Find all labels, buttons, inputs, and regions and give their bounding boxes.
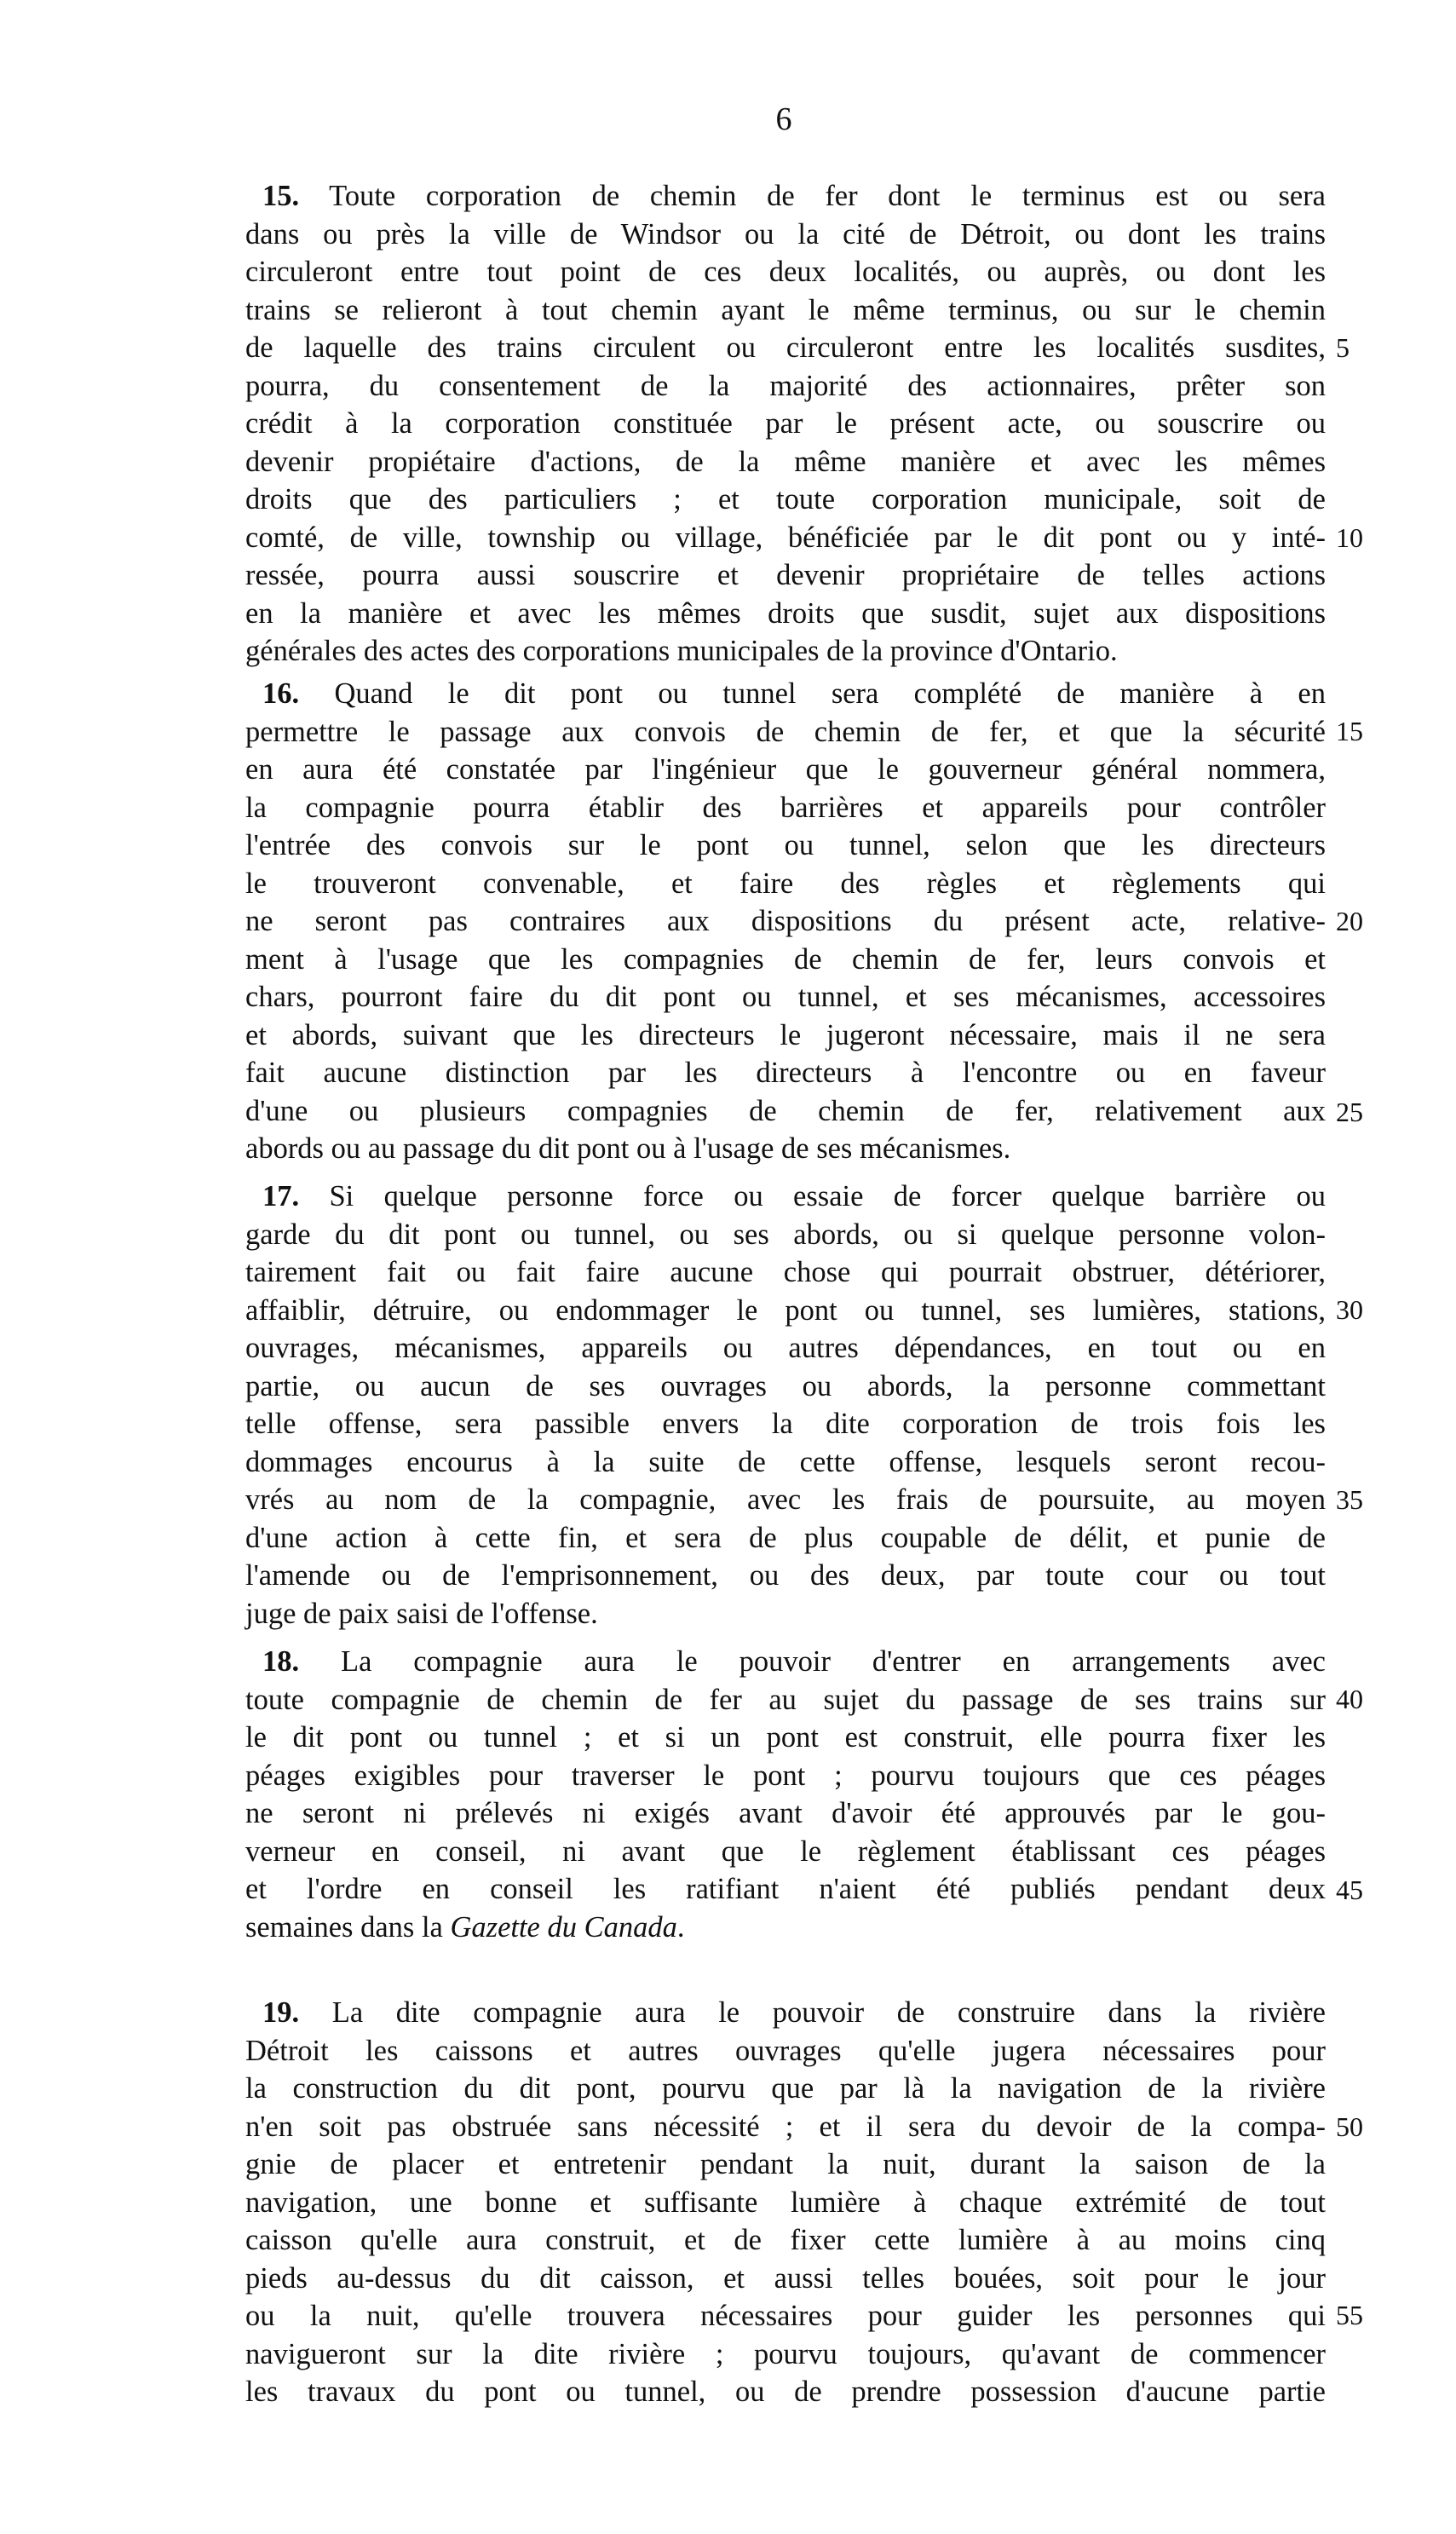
section-17 — [245, 1178, 1326, 1633]
text-line: dommages encourus à la suite de cette offense, lesquels seront recou- — [245, 1445, 1326, 1478]
text-line: ne seront pas contraires aux dispositions du présent acte, relative- — [245, 905, 1326, 937]
text-line: ou la nuit, qu'elle trouvera nécessaires pour guider les personnes qui — [245, 2300, 1326, 2332]
text-line: fait aucune distinction par les directeurs à l'encontre ou en faveur — [245, 1057, 1326, 1089]
text-line: telle offense, sera passible envers la dite corporation de trois fois les — [245, 1408, 1326, 1440]
section-number: 16. — [262, 677, 300, 710]
text-line: abords ou au passage du dit pont ou à l'usage de ses mécanismes. — [245, 1132, 1011, 1165]
text-line: gnie de placer et entretenir pendant la nuit, durant la saison de la — [245, 2148, 1326, 2180]
section-number: 15. — [262, 180, 300, 212]
text-line: semaines dans la Gazette du Canada. — [245, 1910, 685, 1944]
margin-line-number: 55 — [1336, 2300, 1363, 2330]
text-line: d'une ou plusieurs compagnies de chemin de fer, relativement aux — [245, 1094, 1326, 1127]
text-line: l'amende ou de l'emprisonnement, ou des deux, par toute cour ou tout — [245, 1559, 1326, 1592]
margin-line-number: 25 — [1336, 1097, 1363, 1127]
text-line: la construction du dit pont, pourvu que par là la navigation de la rivière — [245, 2072, 1326, 2105]
page-number: 6 — [775, 101, 792, 137]
text-line: ressée, pourra aussi souscrire et devenir propriétaire de telles actions — [245, 559, 1326, 591]
text-line: générales des actes des corporations municipales de la province d'Ontario. — [245, 635, 1118, 667]
section-number: 18. — [262, 1645, 300, 1678]
section-first-line: 18. La compagnie aura le pouvoir d'entrer en arrangements avec — [262, 1645, 1326, 1678]
margin-line-number: 50 — [1336, 2111, 1363, 2142]
text-line: droits que des particuliers ; et toute corporation municipale, soit de — [245, 483, 1326, 515]
text-line: comté, de ville, township ou village, bénéficiée par le dit pont ou y inté- — [245, 521, 1326, 554]
text-line: n'en soit pas obstruée sans nécessité ; et il sera du devoir de la compa- — [245, 2110, 1326, 2143]
section-first-line: 16. Quand le dit pont ou tunnel sera complété de manière à en — [262, 677, 1326, 710]
text-line: l'entrée des convois sur le pont ou tunnel, selon que les directeurs — [245, 829, 1326, 861]
text-line: dans ou près la ville de Windsor ou la cité de Détroit, ou dont les trains — [245, 217, 1326, 251]
text-line: et l'ordre en conseil les ratifiant n'aient été publiés pendant deux — [245, 1873, 1326, 1905]
text-line: navigueront sur la dite rivière ; pourvu toujours, qu'avant de commencer — [245, 2337, 1326, 2370]
text-line: en aura été constatée par l'ingénieur que le gouverneur général nommera, — [245, 753, 1326, 786]
text-line: verneur en conseil, ni avant que le règlement établissant ces péages — [245, 1834, 1326, 1868]
section-first-line: 15. Toute corporation de chemin de fer dont le terminus est ou sera — [262, 180, 1326, 212]
margin-line-number: 10 — [1336, 522, 1363, 553]
text-line: ne seront ni prélevés ni exigés avant d'avoir été approuvés par le gou- — [245, 1797, 1326, 1829]
text-line: le dit pont ou tunnel ; et si un pont est construit, elle pourra fixer les — [245, 1721, 1326, 1754]
text-line: de laquelle des trains circulent ou circuleront entre les localités susdites, — [245, 331, 1326, 364]
text-line: ment à l'usage que les compagnies de chemin de fer, leurs convois et — [245, 942, 1326, 976]
text-line: chars, pourront faire du dit pont ou tunnel, et ses mécanismes, accessoires — [245, 981, 1326, 1013]
text-line: navigation, une bonne et suffisante lumière à chaque extrémité de tout — [245, 2186, 1326, 2219]
margin-line-number: 20 — [1336, 906, 1363, 936]
section-number: 19. — [262, 1996, 300, 2029]
text-line: Détroit les caissons et autres ouvrages qu'elle jugera nécessaires pour — [245, 2034, 1326, 2067]
text-line: devenir propiétaire d'actions, de la même manière et avec les mêmes — [245, 445, 1326, 478]
gazette-title: Gazette du Canada — [450, 1910, 677, 1944]
section-first-line: 17. Si quelque personne force ou essaie de forcer quelque barrière ou — [262, 1180, 1326, 1212]
text-line: trains se relieront à tout chemin ayant le même terminus, ou sur le chemin — [245, 293, 1326, 326]
margin-line-number: 15 — [1336, 716, 1363, 746]
text-line: ouvrages, mécanismes, appareils ou autres dépendances, en tout ou en — [245, 1332, 1326, 1364]
text-line: permettre le passage aux convois de chemin de fer, et que la sécurité — [245, 715, 1326, 748]
text-line: crédit à la corporation constituée par le présent acte, ou souscrire ou — [245, 407, 1326, 440]
text-line: affaiblir, détruire, ou endommager le pont ou tunnel, ses lumières, stations, — [245, 1293, 1326, 1327]
section-18 — [245, 1643, 1326, 1946]
text-line: toute compagnie de chemin de fer au sujet du passage de ses trains sur — [245, 1683, 1326, 1716]
text-line: les travaux du pont ou tunnel, ou de prendre possession d'aucune partie — [245, 2376, 1326, 2408]
text-line: en la manière et avec les mêmes droits que susdit, sujet aux dispositions — [245, 596, 1326, 630]
section-19 — [245, 1994, 1326, 2411]
section-16 — [245, 675, 1326, 1168]
margin-line-number: 45 — [1336, 1875, 1363, 1905]
margin-line-number: 5 — [1336, 332, 1350, 363]
text-line: vrés au nom de la compagnie, avec les frais de poursuite, au moyen — [245, 1483, 1326, 1516]
text-line: tairement fait ou fait faire aucune chose qui pourrait obstruer, détériorer, — [245, 1256, 1326, 1288]
text-line: péages exigibles pour traverser le pont ; pourvu toujours que ces péages — [245, 1759, 1326, 1792]
text-line: juge de paix saisi de l'offense. — [245, 1597, 598, 1630]
text-line: et abords, suivant que les directeurs le jugeront nécessaire, mais il ne sera — [245, 1018, 1326, 1051]
text-line: la compagnie pourra établir des barrières et appareils pour contrôler — [245, 791, 1326, 824]
text-line: pieds au-dessus du dit caisson, et aussi telles bouées, soit pour le jour — [245, 2261, 1326, 2295]
margin-line-number: 35 — [1336, 1484, 1363, 1515]
section-15 — [245, 177, 1326, 671]
text-line: circuleront entre tout point de ces deux localités, ou auprès, ou dont les — [245, 256, 1326, 288]
text-line: pourra, du consentement de la majorité des actionnaires, prêter son — [245, 369, 1326, 402]
text-line: caisson qu'elle aura construit, et de fixer cette lumière à au moins cinq — [245, 2224, 1326, 2256]
margin-line-number: 30 — [1336, 1294, 1363, 1325]
text-line: le trouveront convenable, et faire des règles et règlements qui — [245, 867, 1326, 900]
text-line: d'une action à cette fin, et sera de plus coupable de délit, et punie de — [245, 1521, 1326, 1554]
text-line: partie, ou aucun de ses ouvrages ou abords, la personne commettant — [245, 1369, 1326, 1402]
section-number: 17. — [262, 1180, 300, 1212]
section-first-line: 19. La dite compagnie aura le pouvoir de construire dans la rivière — [262, 1996, 1326, 2029]
text-line: garde du dit pont ou tunnel, ou ses abords, ou si quelque personne volon- — [245, 1218, 1326, 1251]
margin-line-number: 40 — [1336, 1684, 1363, 1714]
